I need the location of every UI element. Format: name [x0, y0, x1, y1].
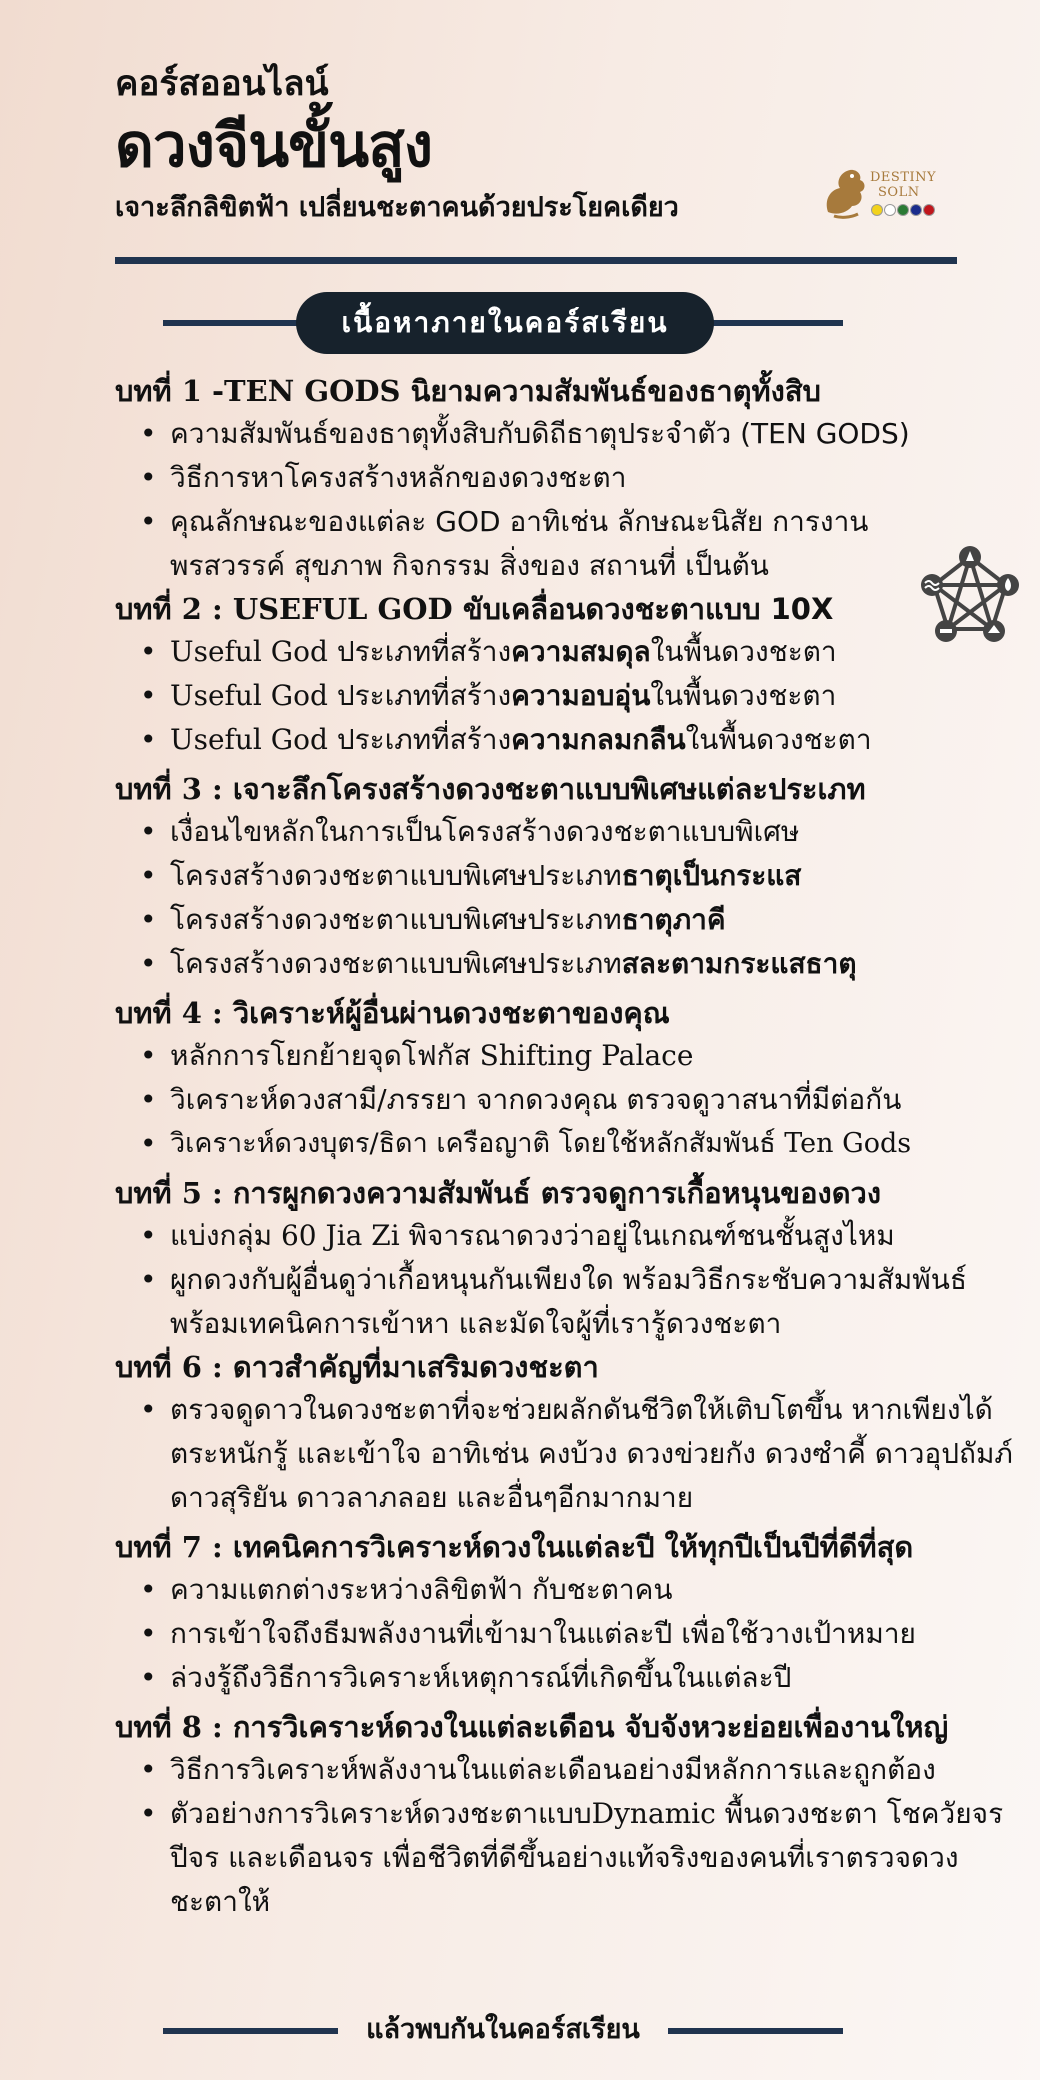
chapter-number: 6 : [181, 1350, 223, 1384]
chapter-6 [115, 1346, 1015, 1520]
item-text: วิเคราะห์ดวงสามี/ภรรยา จากดวงคุณ ตรวจดูวาสนาที่มีต่อกัน [170, 1083, 902, 1116]
logo-dot [911, 205, 921, 215]
item-latin: Dynamic [591, 1797, 716, 1830]
item-emphasis: ธาตุภาคี [621, 903, 726, 936]
chapter-heading: เจาะลึกโครงสร้างดวงชะตาแบบพิเศษแต่ละประเภท [222, 772, 866, 806]
chapter-5 [115, 1172, 1015, 1346]
item-emphasis: สละตามกระแสธาตุ [621, 947, 857, 980]
chapter-list [115, 370, 1015, 1924]
chapter-heading: นิยามความสัมพันธ์ของธาตุทั้งสิบ [400, 374, 821, 408]
chapter-heading: การวิเคราะห์ดวงในแต่ละเดือน จับจังหวะย่อยเพื่องานใหญ่ [222, 1710, 949, 1744]
logo-dot [924, 205, 934, 215]
list-item [170, 1214, 1015, 1258]
item-text: โครงสร้างดวงชะตาแบบพิเศษประเภท [170, 947, 622, 980]
item-lead: Useful God [170, 679, 337, 712]
chapter-1 [115, 370, 1015, 588]
chapter-number: 2 : USEFUL GOD [181, 592, 453, 626]
list-item [170, 630, 1015, 674]
footer-line-right [668, 2028, 843, 2034]
chapter-number: 5 : [181, 1176, 223, 1210]
list-item [170, 1258, 990, 1346]
chapter-number: 7 : [181, 1530, 223, 1564]
chapter-7 [115, 1526, 1015, 1700]
list-item [170, 500, 970, 588]
logo-dot [885, 205, 895, 215]
item-latin: 60 Jia Zi [280, 1219, 400, 1252]
chapter-3 [115, 768, 1015, 986]
chapter-number: 4 : [181, 996, 223, 1030]
page-subtitle: เจาะลึกลิขิตฟ้า เปลี่ยนชะตาคนด้วยประโยคเดียว [115, 192, 679, 223]
item-text: ความแตกต่างระหว่างลิขิตฟ้า กับชะตาคน [170, 1573, 673, 1606]
list-item [170, 1792, 1015, 1924]
logo-line-2: SOLN [878, 185, 920, 200]
section-line-right [708, 320, 843, 326]
logo-dot [872, 205, 882, 215]
chapter-prefix: บทที่ [115, 1350, 182, 1384]
chapter-4 [115, 992, 1015, 1166]
list-item [170, 412, 1015, 456]
list-item [170, 1078, 1015, 1122]
item-text-end: ในพื้นดวงชะตา [650, 679, 837, 712]
item-text-end: ในพื้นดวงชะตา [685, 723, 872, 756]
item-text: หลักการโยกย้ายจุดโฟกัส [170, 1039, 480, 1072]
item-text-end: พิจารณาดวงว่าอยู่ในเกณฑ์ชนชั้นสูงไหม [399, 1219, 895, 1252]
item-text: วิธีการหาโครงสร้างหลักของดวงชะตา [170, 461, 627, 494]
chapter-title [115, 588, 1015, 630]
item-emphasis: ความอบอุ่น [511, 679, 651, 712]
item-text: ประเภทที่สร้าง [336, 723, 512, 756]
item-text: เงื่อนไขหลักในการเป็นโครงสร้างดวงชะตาแบบพิเศษ [170, 815, 800, 848]
chapter-number: 8 : [181, 1710, 223, 1744]
item-latin: Shifting Palace [479, 1039, 694, 1072]
item-text: การเข้าใจถึงธีมพลังงานที่เข้ามาในแต่ละปี เพื่อใช้วางเป้าหมาย [170, 1617, 916, 1650]
chapter-2 [115, 588, 1015, 762]
chapter-title [115, 768, 1015, 810]
list-item [170, 1656, 1015, 1700]
chapter-heading: การผูกดวงความสัมพันธ์ ตรวจดูการเกื้อหนุนของดวง [222, 1176, 881, 1210]
footer-text: แล้วพบกันในคอร์สเรียน [366, 2014, 640, 2045]
list-item [170, 1122, 1015, 1166]
list-item [170, 1388, 1015, 1520]
chapter-prefix: บทที่ [115, 374, 182, 408]
item-text: คุณลักษณะของแต่ละ GOD อาทิเช่น ลักษณะนิสัย การงาน พรสวรรค์ สุขภาพ กิจกรรม สิ่งของ สถานที่ เป็นต้น [170, 505, 869, 582]
item-lead: Useful God [170, 635, 337, 668]
item-text: แบ่งกลุ่ม [170, 1219, 281, 1252]
chapter-title [115, 370, 1015, 412]
chapter-number: 3 : [181, 772, 223, 806]
item-text: ประเภทที่สร้าง [336, 679, 512, 712]
item-emphasis: ธาตุเป็นกระแส [621, 859, 802, 892]
item-lead: Useful God [170, 723, 337, 756]
list-item [170, 854, 1015, 898]
chapter-title [115, 992, 1015, 1034]
item-text: โครงสร้างดวงชะตาแบบพิเศษประเภท [170, 903, 622, 936]
item-text: ล่วงรู้ถึงวิธีการวิเคราะห์เหตุการณ์ที่เกิดขึ้นในแต่ละปี [170, 1661, 792, 1694]
item-text: ประเภทที่สร้าง [336, 635, 512, 668]
chapter-title [115, 1172, 1015, 1214]
destiny-soln-logo [820, 160, 940, 222]
chapter-heading: เทคนิคการวิเคราะห์ดวงในแต่ละปี ให้ทุกปีเป็นปีที่ดีที่สุด [222, 1530, 914, 1564]
header [115, 62, 679, 228]
chapter-prefix: บทที่ [115, 1710, 182, 1744]
list-item [170, 1034, 1015, 1078]
list-item [170, 718, 1015, 762]
logo-dots [872, 205, 934, 215]
list-item [170, 1748, 1015, 1792]
list-item [170, 1612, 1015, 1656]
footer-line-left [163, 2028, 338, 2034]
dragon-icon [820, 160, 870, 222]
list-item [170, 456, 1015, 500]
chapter-title [115, 1346, 1015, 1388]
item-text: วิเคราะห์ดวงบุตร/ธิดา เครือญาติ โดยใช้หลักสัมพันธ์ [170, 1128, 785, 1159]
list-item [170, 942, 1015, 986]
section-label: เนื้อหาภายในคอร์สเรียน [296, 292, 714, 354]
item-text: ความสัมพันธ์ของธาตุทั้งสิบกับดิถีธาตุประจำตัว (TEN GODS) [170, 417, 910, 450]
item-text: ผูกดวงกับผู้อื่นดูว่าเกื้อหนุนกันเพียงใด พร้อมวิธีกระชับความสัมพันธ์ พร้อมเทคนิคการเข้าหา และมัดใจผู้ที่เรารู้ดวงชะตา [170, 1263, 967, 1340]
section-line-left [163, 320, 303, 326]
header-divider [115, 257, 957, 264]
item-latin: Ten Gods [784, 1128, 912, 1159]
logo-dot [898, 205, 908, 215]
list-item [170, 1568, 1015, 1612]
chapter-title [115, 1706, 1015, 1748]
item-emphasis: ความสมดุล [511, 635, 651, 668]
footer [163, 2008, 843, 2052]
chapter-number: 1 -TEN GODS [181, 374, 401, 408]
chapter-prefix: บทที่ [115, 772, 182, 806]
logo-text [870, 170, 936, 200]
item-text: วิธีการวิเคราะห์พลังงานในแต่ละเดือนอย่างมีหลักการและถูกต้อง [170, 1753, 936, 1786]
logo-line-1: DESTINY [870, 170, 937, 185]
course-kicker: คอร์สออนไลน์ [115, 64, 329, 104]
chapter-heading: ดาวสำคัญที่มาเสริมดวงชะตา [222, 1350, 599, 1384]
chapter-title [115, 1526, 1015, 1568]
item-text-end: ในพื้นดวงชะตา [650, 635, 837, 668]
item-emphasis: ความกลมกลืน [511, 723, 686, 756]
item-text: ตรวจดูดาวในดวงชะตาที่จะช่วยผลักดันชีวิตให้เติบโตขึ้น หากเพียงได้ตระหนักรู้ และเข้าใจ อาทิเช่น คงบ้วง ดวงข่วยกัง ดวงซำคี้ ดาวอุปถัมภ์ ดาวสุริยัน ดาวลาภลอย และอื่นๆอีกมากมาย [170, 1393, 1013, 1514]
chapter-prefix: บทที่ [115, 996, 182, 1030]
chapter-prefix: บทที่ [115, 592, 182, 626]
section-header [163, 292, 843, 354]
chapter-prefix: บทที่ [115, 1530, 182, 1564]
item-text: ตัวอย่างการวิเคราะห์ดวงชะตาแบบ [170, 1797, 592, 1830]
chapter-8 [115, 1706, 1015, 1924]
chapter-prefix: บทที่ [115, 1176, 182, 1210]
list-item [170, 674, 1015, 718]
list-item [170, 810, 1015, 854]
item-text-end: พื้นดวงชะตา โชควัยจร ปีจร และเดือนจร เพื่อชีวิตที่ดีขึ้นอย่างแท้จริงของคนที่เราตรวจดวงชะตาให้ [170, 1797, 1004, 1918]
item-text: โครงสร้างดวงชะตาแบบพิเศษประเภท [170, 859, 622, 892]
list-item [170, 898, 1015, 942]
chapter-heading: วิเคราะห์ผู้อื่นผ่านดวงชะตาของคุณ [222, 996, 670, 1030]
chapter-heading: ขับเคลื่อนดวงชะตาแบบ 10X [452, 592, 834, 626]
page-title: ดวงจีนขั้นสูง [115, 111, 433, 181]
